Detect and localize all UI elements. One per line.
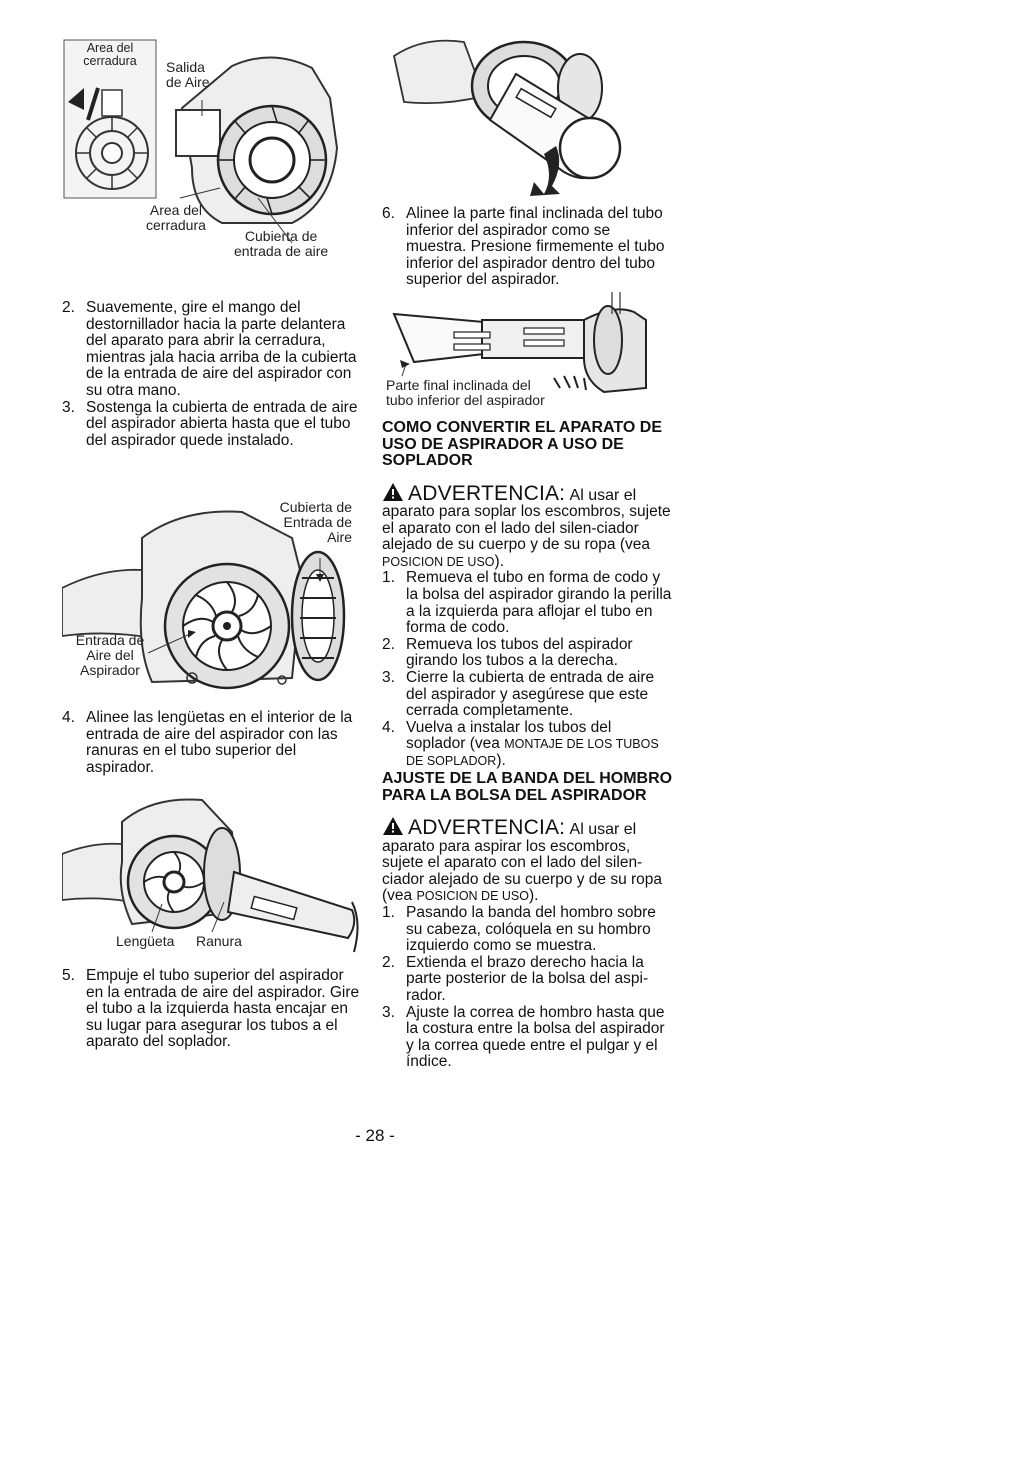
section-heading: COMO CONVERTIR EL APARATO DE USO DE ASPIRADOR A USO DE SOPLADOR [382, 419, 663, 469]
list-item [62, 710, 362, 776]
left-step-5 [62, 968, 362, 1051]
tube-rotate-illustration [384, 36, 644, 196]
label-ranura: Ranura [196, 933, 242, 949]
right-section-convert [382, 420, 674, 770]
list-item [382, 637, 674, 670]
list-item [382, 206, 674, 289]
step-text: Cierre la cubierta de entrada de aire del aspirador y asegúrese que este cerrada completamente. [406, 669, 655, 720]
label-entrada-aire-aspirador: Entrada de Aire del Aspirador [75, 632, 145, 678]
label-area-cerradura-inset: Area del cerradura [83, 41, 137, 68]
list-item [382, 570, 674, 636]
warning-block [382, 482, 674, 571]
figure-tube-twist [384, 36, 644, 196]
warning-triangle-icon [382, 482, 404, 502]
list-item [382, 720, 674, 770]
warning-block [382, 816, 674, 905]
step-number: 6. [382, 205, 395, 222]
step-text: Vuelva a instalar los tubos del soplador (vea [406, 718, 612, 753]
step-number: 4. [382, 718, 395, 736]
step-text: Extienda el brazo derecho hacia la parte posterior de la bolsa del aspi-rador. [406, 953, 649, 1004]
step-reference: MONTAJE DE LOS TUBOS DE SOPLADOR [406, 737, 659, 768]
warning-lead: Al usar el [569, 821, 637, 838]
list-item [382, 1005, 674, 1071]
step-text: Remueva los tubos del aspirador girando los tubos a la derecha. [406, 635, 633, 670]
label-cubierta-entrada-de-aire: Cubierta de Entrada de Aire [279, 499, 352, 545]
step-number: 1. [382, 569, 395, 587]
warning-title: ADVERTENCIA: [408, 816, 566, 839]
label-salida-de-aire: Salida de Aire [166, 59, 210, 90]
figure-cover-open [62, 498, 362, 698]
left-step-4 [62, 710, 362, 776]
figure-lock-area [62, 38, 362, 268]
step-text: Sostenga la cubierta de entrada de aire del aspirador abierta hasta que el tubo del aspirador quede instalado. [86, 398, 358, 449]
right-step-6 [382, 206, 674, 289]
label-cubierta-entrada-aire: Cubierta de entrada de aire [234, 228, 329, 259]
figure-tabs-slots [62, 792, 362, 962]
step-text: Suavemente, gire el mango del destornillador hacia la parte delantera del aparato para abrir la cerradura, mientras jala hacia arriba de la cubierta de la entrada de aire del aspirador con su otra mano. [86, 299, 357, 399]
label-parte-final-inclinada: Parte final inclinada del tubo inferior del aspirador [386, 377, 545, 408]
step-number: 3. [382, 1003, 395, 1021]
step-text-end: ). [496, 752, 506, 769]
section-heading: AJUSTE DE LA BANDA DEL HOMBRO PARA LA BOLSA DEL ASPIRADOR [382, 770, 673, 804]
warning-text: aparato para aspirar los escombros, sujete el aparato con el lado del silen-ciador alejado de su cuerpo y de su ropa (vea [382, 837, 663, 905]
step-number: 5. [62, 967, 75, 984]
step-number: 4. [62, 709, 75, 726]
page-number: - 28 - [355, 1126, 395, 1145]
list-item [62, 400, 362, 450]
right-section-shoulder-strap [382, 771, 674, 1071]
warning-triangle-icon [382, 816, 404, 836]
step-number: 3. [62, 398, 75, 416]
figure-angled-end [384, 290, 664, 412]
list-item [382, 955, 674, 1005]
list-item [382, 905, 674, 955]
warning-text-end: ). [494, 552, 504, 570]
warning-text-end: ). [529, 887, 539, 905]
left-steps-2-3 [62, 300, 362, 449]
step-text: Alinee la parte final inclinada del tubo inferior del aspirador como se muestra. Presione firmemente el tubo inferior del aspirador dentro del tubo superior del aspirador. [406, 205, 665, 289]
warning-reference: POSICION DE USO [416, 889, 529, 904]
warning-text: aparato para soplar los escombros, sujete el aparato con el lado del silen-ciador alejado de su cuerpo y de su ropa (vea [382, 503, 671, 554]
warning-lead: Al usar el [569, 486, 637, 504]
label-area-cerradura: Area del cerradura [146, 202, 206, 233]
step-text: Alinee las lengüetas en el interior de la entrada de aire del aspirador con las ranuras en el tubo superior del aspirador. [86, 709, 353, 776]
warning-reference: POSICION DE USO [382, 554, 495, 569]
step-text: Empuje el tubo superior del aspirador en la entrada de aire del aspirador. Gire el tubo a la izquierda hasta encajar en su lugar para asegurar los tubos a el aparato del soplador. [86, 967, 360, 1051]
step-text: Pasando la banda del hombro sobre su cabeza, colóquela en su hombro izquierdo como se muestra. [406, 903, 656, 955]
step-number: 2. [62, 299, 75, 316]
step-number: 3. [382, 669, 395, 687]
list-item [382, 670, 674, 720]
list-item [62, 968, 362, 1051]
step-number: 1. [382, 903, 395, 921]
warning-title: ADVERTENCIA: [408, 481, 566, 505]
step-text: Ajuste la correa de hombro hasta que la costura entre la bolsa del aspirador y la correa quede entre el pulgar y el índice. [406, 1003, 665, 1071]
step-number: 2. [382, 953, 395, 971]
label-lengueta: Lengüeta [116, 933, 175, 949]
list-item [62, 300, 362, 400]
step-number: 2. [382, 635, 395, 653]
step-text: Remueva el tubo en forma de codo y la bolsa del aspirador girando la perilla a la izquierda para aflojar el tubo en forma de codo. [406, 569, 672, 637]
